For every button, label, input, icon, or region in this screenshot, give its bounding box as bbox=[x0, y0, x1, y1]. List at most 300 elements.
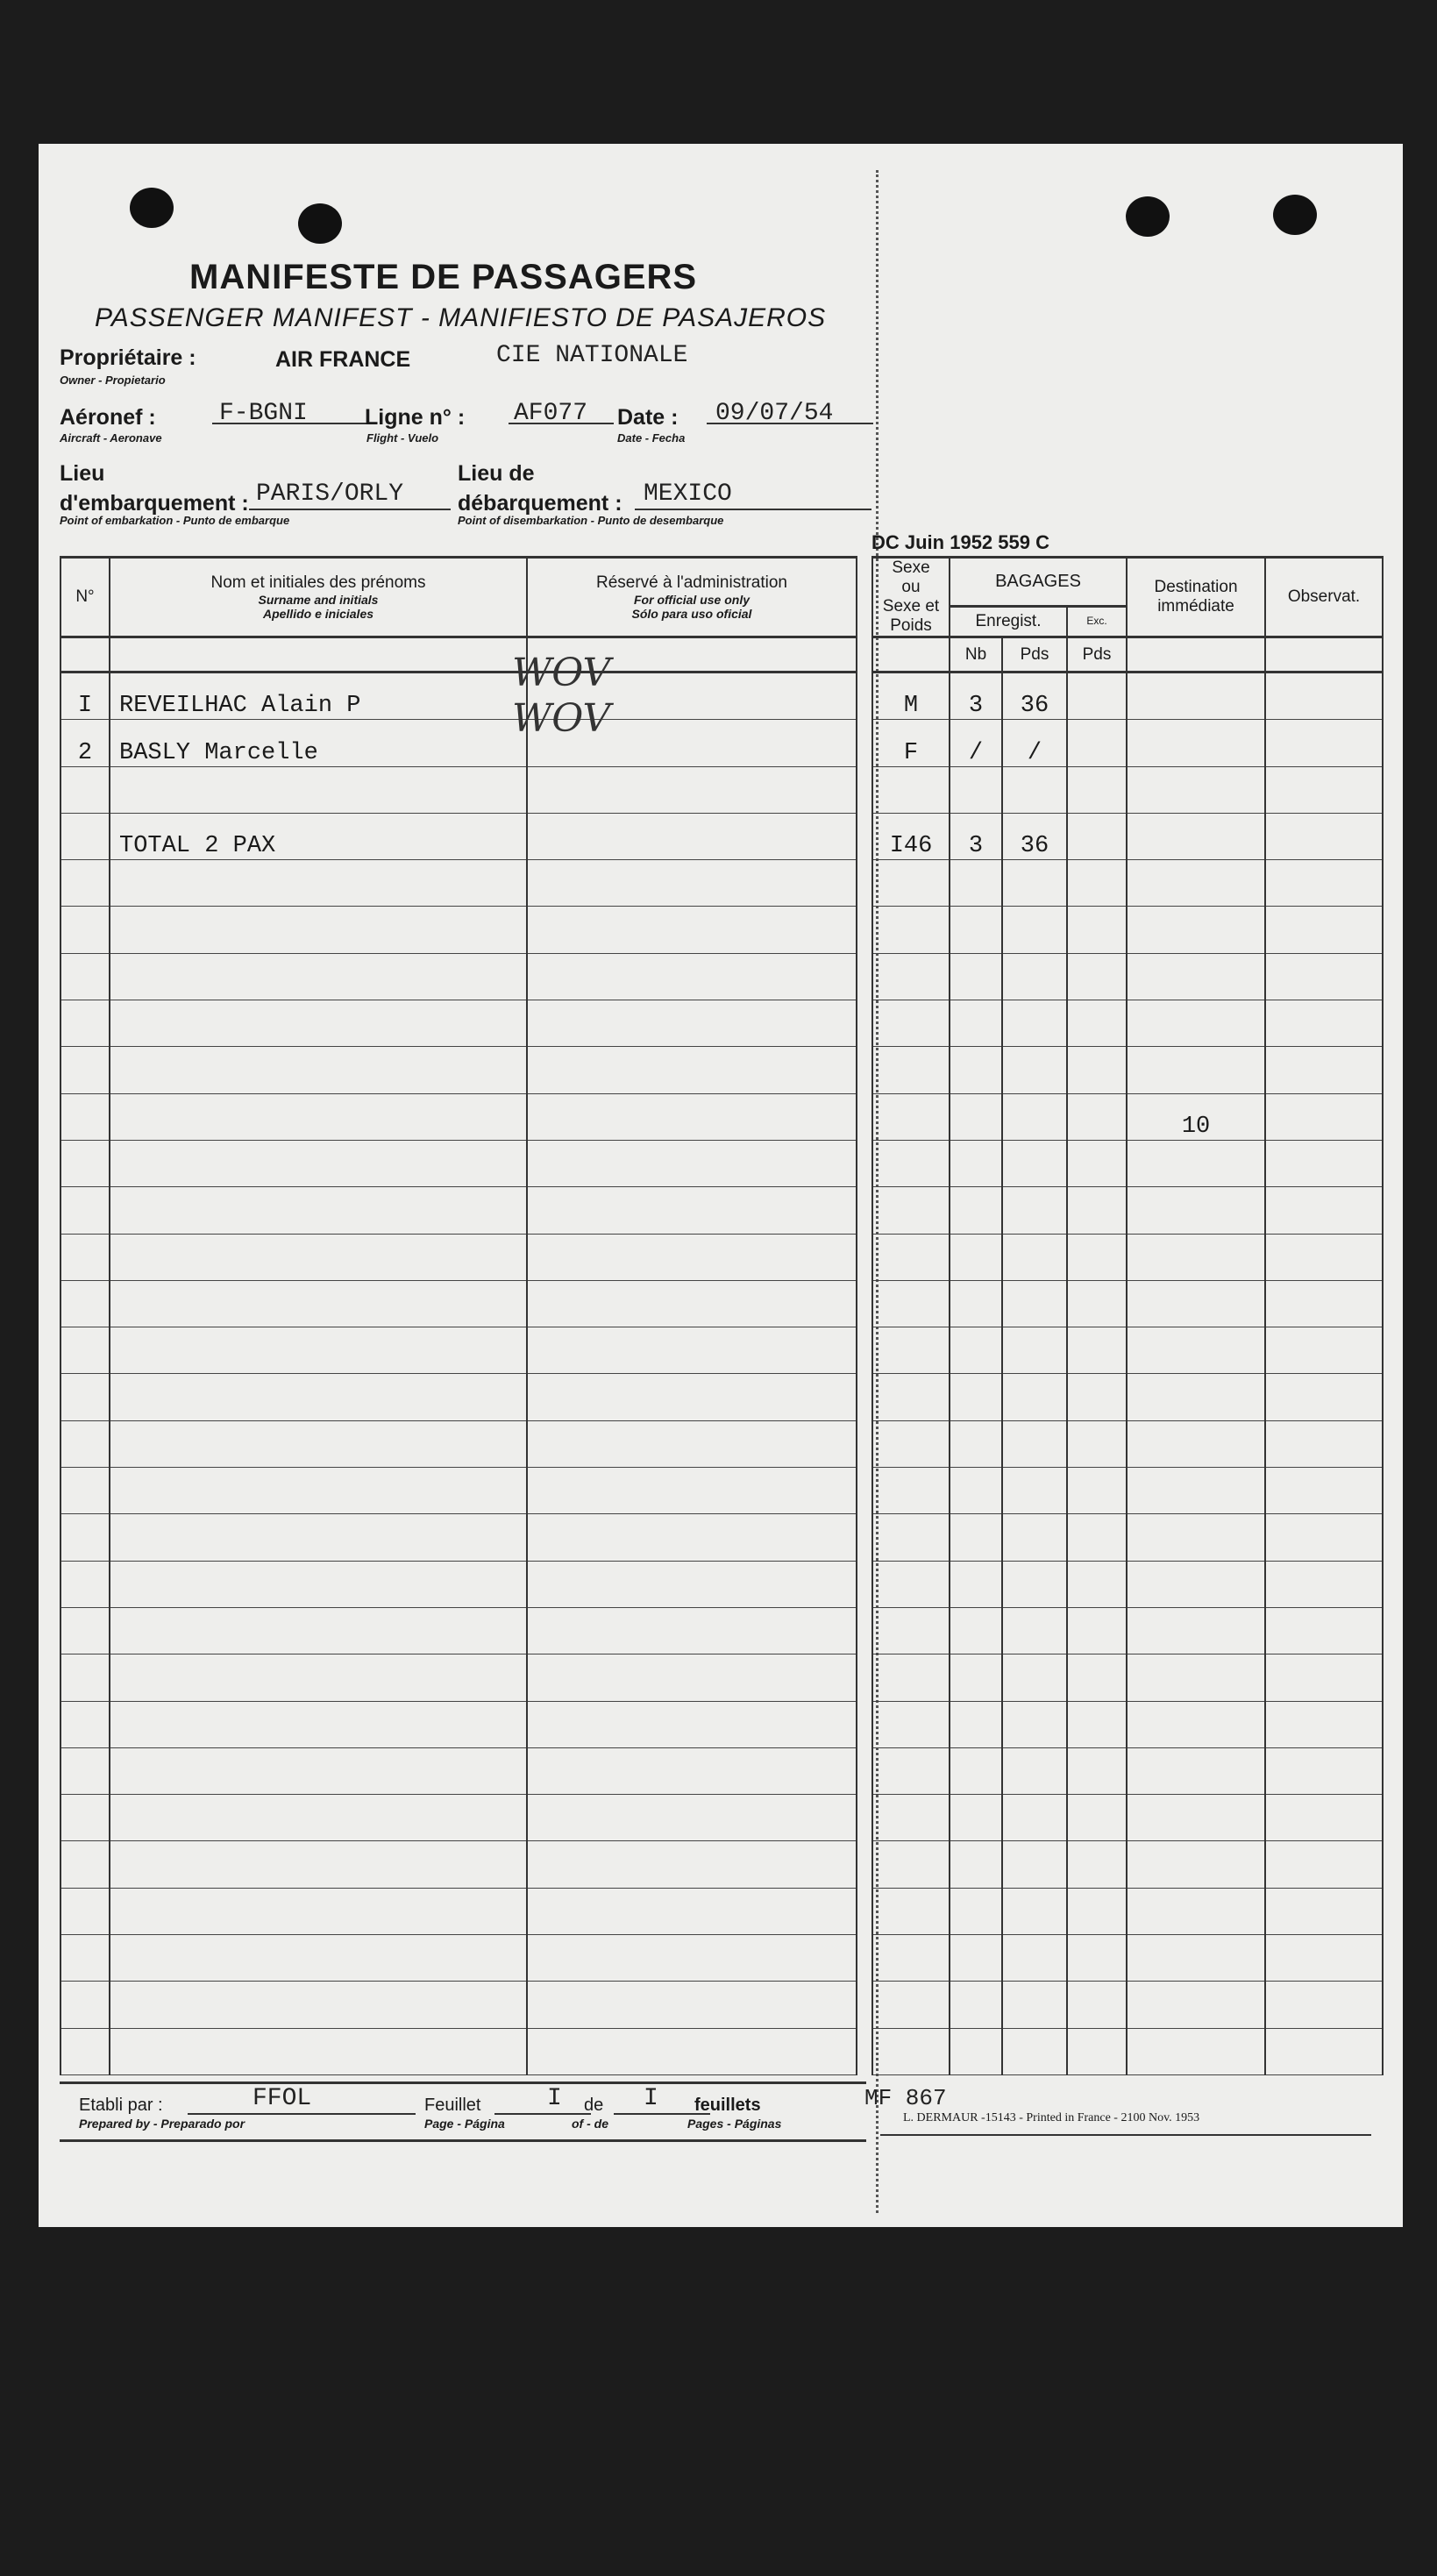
row-admin bbox=[527, 1795, 857, 1841]
row-no bbox=[60, 1280, 110, 1327]
row-excess bbox=[1067, 1654, 1127, 1701]
embark-sub: Point of embarkation - Punto de embarque bbox=[60, 514, 290, 527]
col-pds2: Pds bbox=[1067, 637, 1127, 672]
row-admin bbox=[527, 1982, 857, 2028]
row-admin bbox=[527, 1327, 857, 1374]
row-no bbox=[60, 907, 110, 953]
row-observ bbox=[1265, 1982, 1383, 2028]
row-destination bbox=[1127, 672, 1265, 720]
row-pds bbox=[1002, 1327, 1067, 1374]
row-sex bbox=[872, 1093, 950, 1140]
of-sub: of - de bbox=[572, 2117, 608, 2131]
row-destination bbox=[1127, 1234, 1265, 1280]
row-name bbox=[110, 1000, 527, 1047]
punch-hole-icon bbox=[130, 188, 174, 228]
prepared-label: Etabli par : bbox=[79, 2096, 163, 2115]
row-admin bbox=[527, 1841, 857, 1888]
row-excess bbox=[1067, 1280, 1127, 1327]
row-destination: 10 bbox=[1127, 1093, 1265, 1140]
row-observ bbox=[1265, 1514, 1383, 1561]
row-pds bbox=[1002, 1841, 1067, 1888]
table-row bbox=[60, 766, 1383, 813]
table-row bbox=[60, 1420, 1383, 1467]
row-name bbox=[110, 1654, 527, 1701]
row-sex bbox=[872, 1047, 950, 1093]
handwritten-admin-1: WOV bbox=[512, 651, 611, 695]
row-excess bbox=[1067, 1982, 1127, 2028]
row-sex: M bbox=[872, 672, 950, 720]
col-excess: Exc. bbox=[1067, 607, 1127, 637]
row-excess bbox=[1067, 1607, 1127, 1654]
table-row bbox=[60, 1514, 1383, 1561]
form-code: DC Juin 1952 559 C bbox=[871, 531, 1049, 553]
row-sex bbox=[872, 1607, 950, 1654]
pages-label: feuillets bbox=[694, 2096, 761, 2115]
sheet-sub: Page - Página bbox=[424, 2117, 505, 2131]
row-nb: / bbox=[950, 720, 1002, 766]
row-observ bbox=[1265, 1607, 1383, 1654]
owner-value: AIR FRANCE bbox=[275, 347, 411, 372]
row-nb bbox=[950, 1888, 1002, 1934]
table-row bbox=[60, 1327, 1383, 1374]
row-excess bbox=[1067, 1935, 1127, 1982]
row-pds bbox=[1002, 907, 1067, 953]
row-no bbox=[60, 1374, 110, 1420]
row-nb bbox=[950, 1935, 1002, 1982]
row-observ bbox=[1265, 1420, 1383, 1467]
punch-hole-icon bbox=[1273, 195, 1317, 235]
row-observ bbox=[1265, 766, 1383, 813]
row-admin bbox=[527, 1047, 857, 1093]
row-nb bbox=[950, 1420, 1002, 1467]
row-excess bbox=[1067, 1374, 1127, 1420]
row-pds bbox=[1002, 1187, 1067, 1234]
row-excess bbox=[1067, 813, 1127, 859]
row-observ bbox=[1265, 1935, 1383, 1982]
row-sex bbox=[872, 907, 950, 953]
table-row bbox=[60, 1468, 1383, 1514]
row-observ bbox=[1265, 720, 1383, 766]
col-bagages: BAGAGES bbox=[950, 558, 1127, 607]
row-pds bbox=[1002, 860, 1067, 907]
table-row bbox=[60, 1187, 1383, 1234]
row-name bbox=[110, 1888, 527, 1934]
table-row bbox=[60, 1280, 1383, 1327]
row-sex bbox=[872, 860, 950, 907]
row-sex bbox=[872, 1327, 950, 1374]
row-no bbox=[60, 1514, 110, 1561]
row-excess bbox=[1067, 1234, 1127, 1280]
row-no bbox=[60, 953, 110, 1000]
row-admin bbox=[527, 1654, 857, 1701]
row-nb bbox=[950, 1280, 1002, 1327]
row-sex bbox=[872, 1747, 950, 1794]
row-nb bbox=[950, 860, 1002, 907]
row-name bbox=[110, 1795, 527, 1841]
table-row bbox=[60, 1047, 1383, 1093]
row-pds: / bbox=[1002, 720, 1067, 766]
row-excess bbox=[1067, 1514, 1127, 1561]
table-row bbox=[60, 1841, 1383, 1888]
row-admin bbox=[527, 1234, 857, 1280]
row-pds bbox=[1002, 1280, 1067, 1327]
row-excess bbox=[1067, 1888, 1127, 1934]
row-pds bbox=[1002, 1047, 1067, 1093]
row-observ bbox=[1265, 1280, 1383, 1327]
row-excess bbox=[1067, 1093, 1127, 1140]
row-nb bbox=[950, 1607, 1002, 1654]
row-no bbox=[60, 1420, 110, 1467]
row-excess bbox=[1067, 1561, 1127, 1607]
row-destination bbox=[1127, 907, 1265, 953]
row-observ bbox=[1265, 1468, 1383, 1514]
row-admin bbox=[527, 1280, 857, 1327]
punch-hole-icon bbox=[1126, 196, 1170, 237]
row-pds bbox=[1002, 1935, 1067, 1982]
row-no bbox=[60, 860, 110, 907]
row-destination bbox=[1127, 1701, 1265, 1747]
row-name: BASLY Marcelle bbox=[110, 720, 527, 766]
row-nb bbox=[950, 1747, 1002, 1794]
row-nb bbox=[950, 1234, 1002, 1280]
row-sex bbox=[872, 1841, 950, 1888]
row-destination bbox=[1127, 813, 1265, 859]
row-sex: F bbox=[872, 720, 950, 766]
row-no bbox=[60, 1140, 110, 1186]
col-destination: Destination immédiate bbox=[1127, 558, 1265, 637]
row-sex bbox=[872, 1234, 950, 1280]
row-no bbox=[60, 2028, 110, 2074]
row-observ bbox=[1265, 1888, 1383, 1934]
row-sex bbox=[872, 1654, 950, 1701]
row-nb bbox=[950, 1795, 1002, 1841]
row-destination bbox=[1127, 2028, 1265, 2074]
row-destination bbox=[1127, 1420, 1265, 1467]
row-no bbox=[60, 766, 110, 813]
row-pds bbox=[1002, 1140, 1067, 1186]
row-no: 2 bbox=[60, 720, 110, 766]
row-pds: 36 bbox=[1002, 672, 1067, 720]
line-sub: Flight - Vuelo bbox=[366, 431, 439, 445]
row-excess bbox=[1067, 1468, 1127, 1514]
col-pds: Pds bbox=[1002, 637, 1067, 672]
col-no: N° bbox=[60, 558, 110, 637]
table-row bbox=[60, 1747, 1383, 1794]
row-sex bbox=[872, 1514, 950, 1561]
row-name bbox=[110, 1420, 527, 1467]
row-sex bbox=[872, 1982, 950, 2028]
row-name bbox=[110, 1607, 527, 1654]
col-nb: Nb bbox=[950, 637, 1002, 672]
row-sex bbox=[872, 953, 950, 1000]
row-pds bbox=[1002, 1607, 1067, 1654]
row-nb bbox=[950, 1701, 1002, 1747]
row-excess bbox=[1067, 2028, 1127, 2074]
row-nb: 3 bbox=[950, 813, 1002, 859]
handwritten-admin-2: WOV bbox=[512, 696, 611, 741]
row-excess bbox=[1067, 1047, 1127, 1093]
row-nb bbox=[950, 766, 1002, 813]
row-sex bbox=[872, 1187, 950, 1234]
row-admin bbox=[527, 2028, 857, 2074]
col-sex: Sexe ou Sexe et Poids bbox=[872, 558, 950, 637]
row-observ bbox=[1265, 860, 1383, 907]
row-destination bbox=[1127, 720, 1265, 766]
row-no bbox=[60, 813, 110, 859]
row-observ bbox=[1265, 1795, 1383, 1841]
row-no bbox=[60, 1327, 110, 1374]
row-destination bbox=[1127, 1047, 1265, 1093]
table-row bbox=[60, 1795, 1383, 1841]
row-name bbox=[110, 2028, 527, 2074]
row-destination bbox=[1127, 1841, 1265, 1888]
row-nb bbox=[950, 1654, 1002, 1701]
row-nb bbox=[950, 1514, 1002, 1561]
row-pds bbox=[1002, 1561, 1067, 1607]
table-row bbox=[60, 1607, 1383, 1654]
row-destination bbox=[1127, 1280, 1265, 1327]
row-no bbox=[60, 1982, 110, 2028]
row-nb bbox=[950, 1841, 1002, 1888]
row-name bbox=[110, 1935, 527, 1982]
disembark-value: MEXICO bbox=[644, 480, 732, 508]
row-name bbox=[110, 907, 527, 953]
row-admin bbox=[527, 1420, 857, 1467]
row-destination bbox=[1127, 1374, 1265, 1420]
disembark-sub: Point of disembarkation - Punto de desembarque bbox=[458, 514, 724, 527]
row-pds bbox=[1002, 1747, 1067, 1794]
row-no bbox=[60, 1935, 110, 1982]
row-sex bbox=[872, 1935, 950, 1982]
row-admin bbox=[527, 1093, 857, 1140]
row-no bbox=[60, 1187, 110, 1234]
row-sex bbox=[872, 1140, 950, 1186]
row-name bbox=[110, 1234, 527, 1280]
row-pds bbox=[1002, 1234, 1067, 1280]
row-name bbox=[110, 1047, 527, 1093]
row-observ bbox=[1265, 1841, 1383, 1888]
sheet-label: Feuillet bbox=[424, 2096, 481, 2115]
row-no: I bbox=[60, 672, 110, 720]
row-no bbox=[60, 1093, 110, 1140]
row-excess bbox=[1067, 1420, 1127, 1467]
row-name bbox=[110, 1841, 527, 1888]
aircraft-value: F-BGNI bbox=[219, 400, 308, 427]
date-label: Date : bbox=[617, 405, 679, 430]
row-name bbox=[110, 1701, 527, 1747]
row-name bbox=[110, 766, 527, 813]
row-observ bbox=[1265, 1234, 1383, 1280]
row-pds bbox=[1002, 1420, 1067, 1467]
row-excess bbox=[1067, 1000, 1127, 1047]
row-sex bbox=[872, 1280, 950, 1327]
embark-label: Lieu d'embarquement : bbox=[60, 461, 249, 516]
row-no bbox=[60, 1234, 110, 1280]
row-nb bbox=[950, 1468, 1002, 1514]
row-name bbox=[110, 1982, 527, 2028]
row-pds bbox=[1002, 1701, 1067, 1747]
embark-value: PARIS/ORLY bbox=[256, 480, 404, 508]
row-name: REVEILHAC Alain P bbox=[110, 672, 527, 720]
row-excess bbox=[1067, 953, 1127, 1000]
row-destination bbox=[1127, 1000, 1265, 1047]
row-name bbox=[110, 1514, 527, 1561]
row-pds bbox=[1002, 953, 1067, 1000]
row-excess bbox=[1067, 907, 1127, 953]
row-no bbox=[60, 1795, 110, 1841]
row-destination bbox=[1127, 766, 1265, 813]
row-name bbox=[110, 860, 527, 907]
table-row bbox=[60, 953, 1383, 1000]
row-sex: I46 bbox=[872, 813, 950, 859]
table-row bbox=[60, 1374, 1383, 1420]
row-destination bbox=[1127, 1327, 1265, 1374]
row-name: TOTAL 2 PAX bbox=[110, 813, 527, 859]
row-name bbox=[110, 1374, 527, 1420]
row-nb bbox=[950, 907, 1002, 953]
col-name: Nom et initiales des prénoms Surname and initials Apellido e iniciales bbox=[110, 558, 527, 637]
row-destination bbox=[1127, 860, 1265, 907]
table-row bbox=[60, 1654, 1383, 1701]
col-admin: Réservé à l'administration For official use only Sólo para uso oficial bbox=[527, 558, 857, 637]
row-observ bbox=[1265, 1374, 1383, 1420]
passenger-table bbox=[60, 556, 1384, 2075]
row-admin bbox=[527, 1140, 857, 1186]
row-pds bbox=[1002, 766, 1067, 813]
table-row bbox=[60, 1935, 1383, 1982]
prepared-value: FFOL bbox=[253, 2085, 312, 2112]
row-destination bbox=[1127, 1140, 1265, 1186]
table-row bbox=[60, 1561, 1383, 1607]
row-admin bbox=[527, 1000, 857, 1047]
line-value: AF077 bbox=[514, 400, 588, 427]
row-pds bbox=[1002, 1374, 1067, 1420]
row-name bbox=[110, 953, 527, 1000]
row-observ bbox=[1265, 1140, 1383, 1186]
row-observ bbox=[1265, 813, 1383, 859]
row-nb: 3 bbox=[950, 672, 1002, 720]
row-destination bbox=[1127, 953, 1265, 1000]
table-row bbox=[60, 720, 1383, 766]
row-observ bbox=[1265, 1701, 1383, 1747]
row-destination bbox=[1127, 1888, 1265, 1934]
row-pds bbox=[1002, 1468, 1067, 1514]
date-value: 09/07/54 bbox=[715, 400, 834, 427]
row-destination bbox=[1127, 1561, 1265, 1607]
owner-sub: Owner - Propietario bbox=[60, 374, 166, 387]
row-sex bbox=[872, 1701, 950, 1747]
table-row bbox=[60, 1234, 1383, 1280]
row-excess bbox=[1067, 1187, 1127, 1234]
line-label: Ligne n° : bbox=[365, 405, 466, 430]
row-excess bbox=[1067, 1140, 1127, 1186]
row-nb bbox=[950, 1374, 1002, 1420]
row-observ bbox=[1265, 1654, 1383, 1701]
manifest-sheet bbox=[39, 144, 1403, 2227]
row-sex bbox=[872, 1374, 950, 1420]
row-pds bbox=[1002, 1514, 1067, 1561]
row-name bbox=[110, 1747, 527, 1794]
row-no bbox=[60, 1468, 110, 1514]
row-observ bbox=[1265, 1000, 1383, 1047]
prepared-sub: Prepared by - Preparado por bbox=[79, 2117, 245, 2131]
row-observ bbox=[1265, 953, 1383, 1000]
row-no bbox=[60, 1888, 110, 1934]
disembark-label: Lieu de débarquement : bbox=[458, 461, 622, 516]
row-admin bbox=[527, 1935, 857, 1982]
aircraft-sub: Aircraft - Aeronave bbox=[60, 431, 162, 445]
table-row bbox=[60, 1140, 1383, 1186]
row-observ bbox=[1265, 2028, 1383, 2074]
row-nb bbox=[950, 1047, 1002, 1093]
row-destination bbox=[1127, 1795, 1265, 1841]
row-observ bbox=[1265, 1747, 1383, 1794]
row-observ bbox=[1265, 672, 1383, 720]
row-destination bbox=[1127, 1982, 1265, 2028]
row-observ bbox=[1265, 1093, 1383, 1140]
row-nb bbox=[950, 1187, 1002, 1234]
row-sex bbox=[872, 2028, 950, 2074]
row-name bbox=[110, 1187, 527, 1234]
punch-hole-icon bbox=[298, 203, 342, 244]
row-nb bbox=[950, 2028, 1002, 2074]
row-nb bbox=[950, 1093, 1002, 1140]
table-row bbox=[60, 860, 1383, 907]
row-admin bbox=[527, 860, 857, 907]
col-enregist: Enregist. bbox=[950, 607, 1067, 637]
row-admin bbox=[527, 1888, 857, 1934]
row-pds bbox=[1002, 1982, 1067, 2028]
row-excess bbox=[1067, 1747, 1127, 1794]
row-no bbox=[60, 1047, 110, 1093]
row-excess bbox=[1067, 1841, 1127, 1888]
row-sex bbox=[872, 1795, 950, 1841]
row-name bbox=[110, 1468, 527, 1514]
table-row bbox=[60, 813, 1383, 859]
row-no bbox=[60, 1701, 110, 1747]
row-observ bbox=[1265, 1047, 1383, 1093]
row-observ bbox=[1265, 1327, 1383, 1374]
row-sex bbox=[872, 1000, 950, 1047]
table-row bbox=[60, 1093, 1383, 1140]
row-sex bbox=[872, 766, 950, 813]
sheet-value: I bbox=[547, 2085, 562, 2112]
row-no bbox=[60, 1841, 110, 1888]
row-pds bbox=[1002, 1000, 1067, 1047]
row-pds bbox=[1002, 1888, 1067, 1934]
table-row bbox=[60, 1888, 1383, 1934]
of-value: I bbox=[644, 2085, 658, 2112]
row-destination bbox=[1127, 1747, 1265, 1794]
row-no bbox=[60, 1561, 110, 1607]
row-admin bbox=[527, 1514, 857, 1561]
row-no bbox=[60, 1747, 110, 1794]
row-nb bbox=[950, 1327, 1002, 1374]
row-nb bbox=[950, 1140, 1002, 1186]
row-no bbox=[60, 1607, 110, 1654]
of-label: de bbox=[584, 2096, 604, 2115]
row-name bbox=[110, 1140, 527, 1186]
row-sex bbox=[872, 1888, 950, 1934]
row-sex bbox=[872, 1420, 950, 1467]
owner-typed: CIE NATIONALE bbox=[496, 342, 688, 369]
row-observ bbox=[1265, 907, 1383, 953]
row-name bbox=[110, 1327, 527, 1374]
row-excess bbox=[1067, 1795, 1127, 1841]
row-admin bbox=[527, 1607, 857, 1654]
aircraft-label: Aéronef : bbox=[60, 405, 156, 430]
row-destination bbox=[1127, 1514, 1265, 1561]
